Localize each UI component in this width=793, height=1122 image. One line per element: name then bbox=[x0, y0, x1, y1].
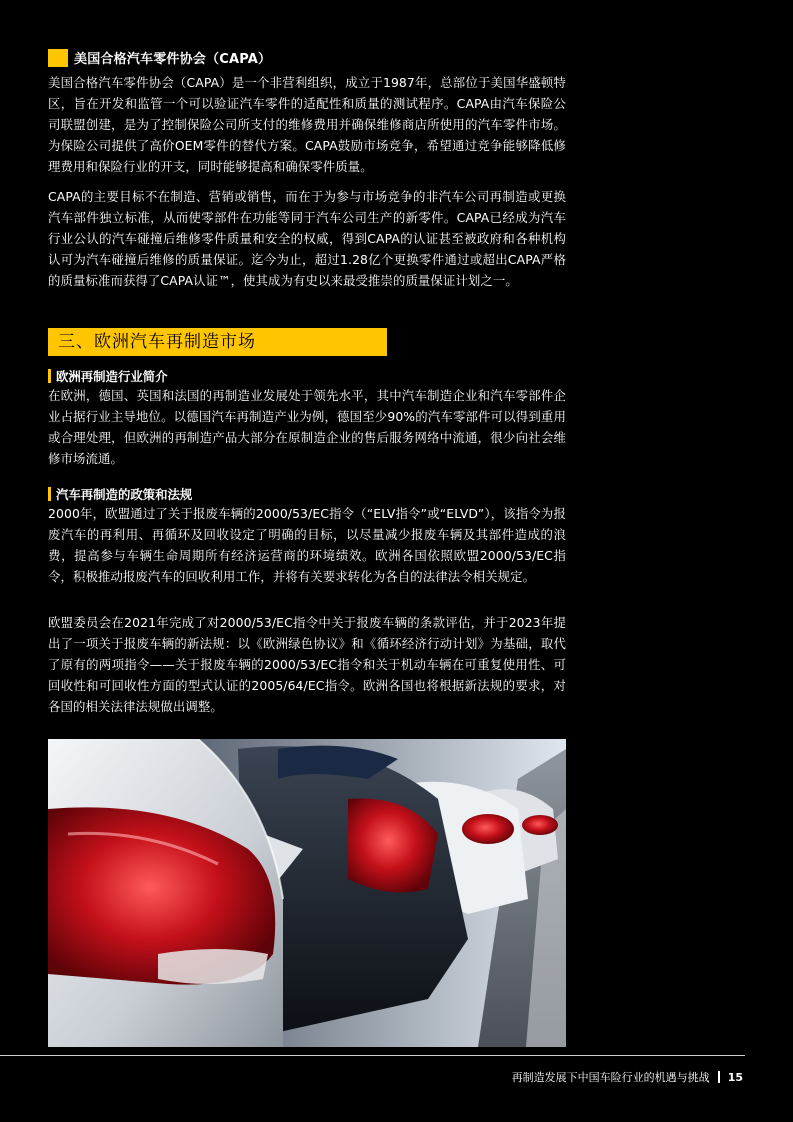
footer-title: 再制造发展下中国车险行业的机遇与挑战 bbox=[511, 1071, 710, 1084]
capa-paragraph-1: 美国合格汽车零件协会（CAPA）是一个非营利组织，成立于1987年，总部位于美国华盛顿特区，旨在开发和监管一个可以验证汽车零件的适配性和质量的测试程序。CAPA由汽车保险公司联盟创建，是为了控制保险公司所支付的维修费用并确保维修商店所使用的汽车零件市场。为保险公司提供了高价OEM零件的替代方案。CAPA鼓励市场竞争，希望通过竞争能够降低修理费用和保险行业的开支，同时能够提高和确保零件质量。 bbox=[48, 75, 566, 174]
section-title: 三、欧洲汽车再制造市场 bbox=[48, 328, 387, 356]
policy-heading bbox=[48, 485, 192, 503]
footer-separator bbox=[718, 1071, 720, 1083]
parked-cars-photo bbox=[48, 739, 566, 1047]
policy-paragraph-2: 欧盟委员会在2021年完成了对2000/53/EC指令中关于报废车辆的条款评估，并于2023年提出了一项关于报废车辆的新法规：以《欧洲绿色协议》和《循环经济行动计划》为基础，取代了原有的两项指令——关于报废车辆的2000/53/EC指令和关于机动车辆在可重复使用性、可回收性和可回收性方面的型式认证的2005/64/EC指令。欧洲各国也将根据新法规的要求，对各国的相关法律法规做出调整。 bbox=[48, 615, 566, 714]
capa-heading bbox=[48, 48, 271, 67]
overview-heading bbox=[48, 367, 168, 385]
heading-bar bbox=[48, 369, 51, 383]
policy-heading-text: 汽车再制造的政策和法规 bbox=[56, 487, 193, 502]
parked-cars-illustration bbox=[48, 739, 566, 1047]
capa-paragraph-2: CAPA的主要目标不在制造、营销或销售，而在于为参与市场竞争的非汽车公司再制造或更换汽车部件独立标准，从而使零部件在功能等同于汽车公司生产的新零件。CAPA已经成为汽车行业公认的汽车碰撞后维修零件质量和安全的权威，得到CAPA的认证甚至被政府和各种机构认可为汽车碰撞后维修的质量保证。迄今为止，超过1.28亿个更换零件通过或超出CAPA严格的质量标准而获得了CAPA认证™，使其成为有史以来最受推崇的质量保证计划之一。 bbox=[48, 189, 566, 288]
policy-paragraph-1: 2000年，欧盟通过了关于报废车辆的2000/53/EC指令（“ELV指令”或“ELVD”），该指令为报废汽车的再利用、再循环及回收设定了明确的目标，以尽量减少报废车辆及其部件造成的浪费，提高参与车辆生命周期所有经济运营商的环境绩效。欧洲各国依照欧盟2000/53/EC指令，积极推动报废汽车的回收利用工作，并将有关要求转化为各自的法律法令相关规定。 bbox=[48, 506, 566, 584]
page-number: 15 bbox=[727, 1070, 743, 1084]
capa-heading-text: 美国合格汽车零件协会（CAPA） bbox=[74, 52, 272, 67]
heading-bar bbox=[48, 487, 51, 501]
overview-heading-text: 欧洲再制造行业简介 bbox=[56, 369, 168, 384]
footer-divider bbox=[0, 1055, 745, 1056]
heading-marker bbox=[48, 49, 68, 67]
overview-paragraph: 在欧洲，德国、英国和法国的再制造业发展处于领先水平，其中汽车制造企业和汽车零部件企业占据行业主导地位。以德国汽车再制造产业为例，德国至少90%的汽车零部件可以得到重用或合理处理，但欧洲的再制造产品大部分在原制造企业的售后服务网络中流通，很少向社会维修市场流通。 bbox=[48, 388, 566, 466]
page-footer bbox=[512, 1069, 743, 1085]
